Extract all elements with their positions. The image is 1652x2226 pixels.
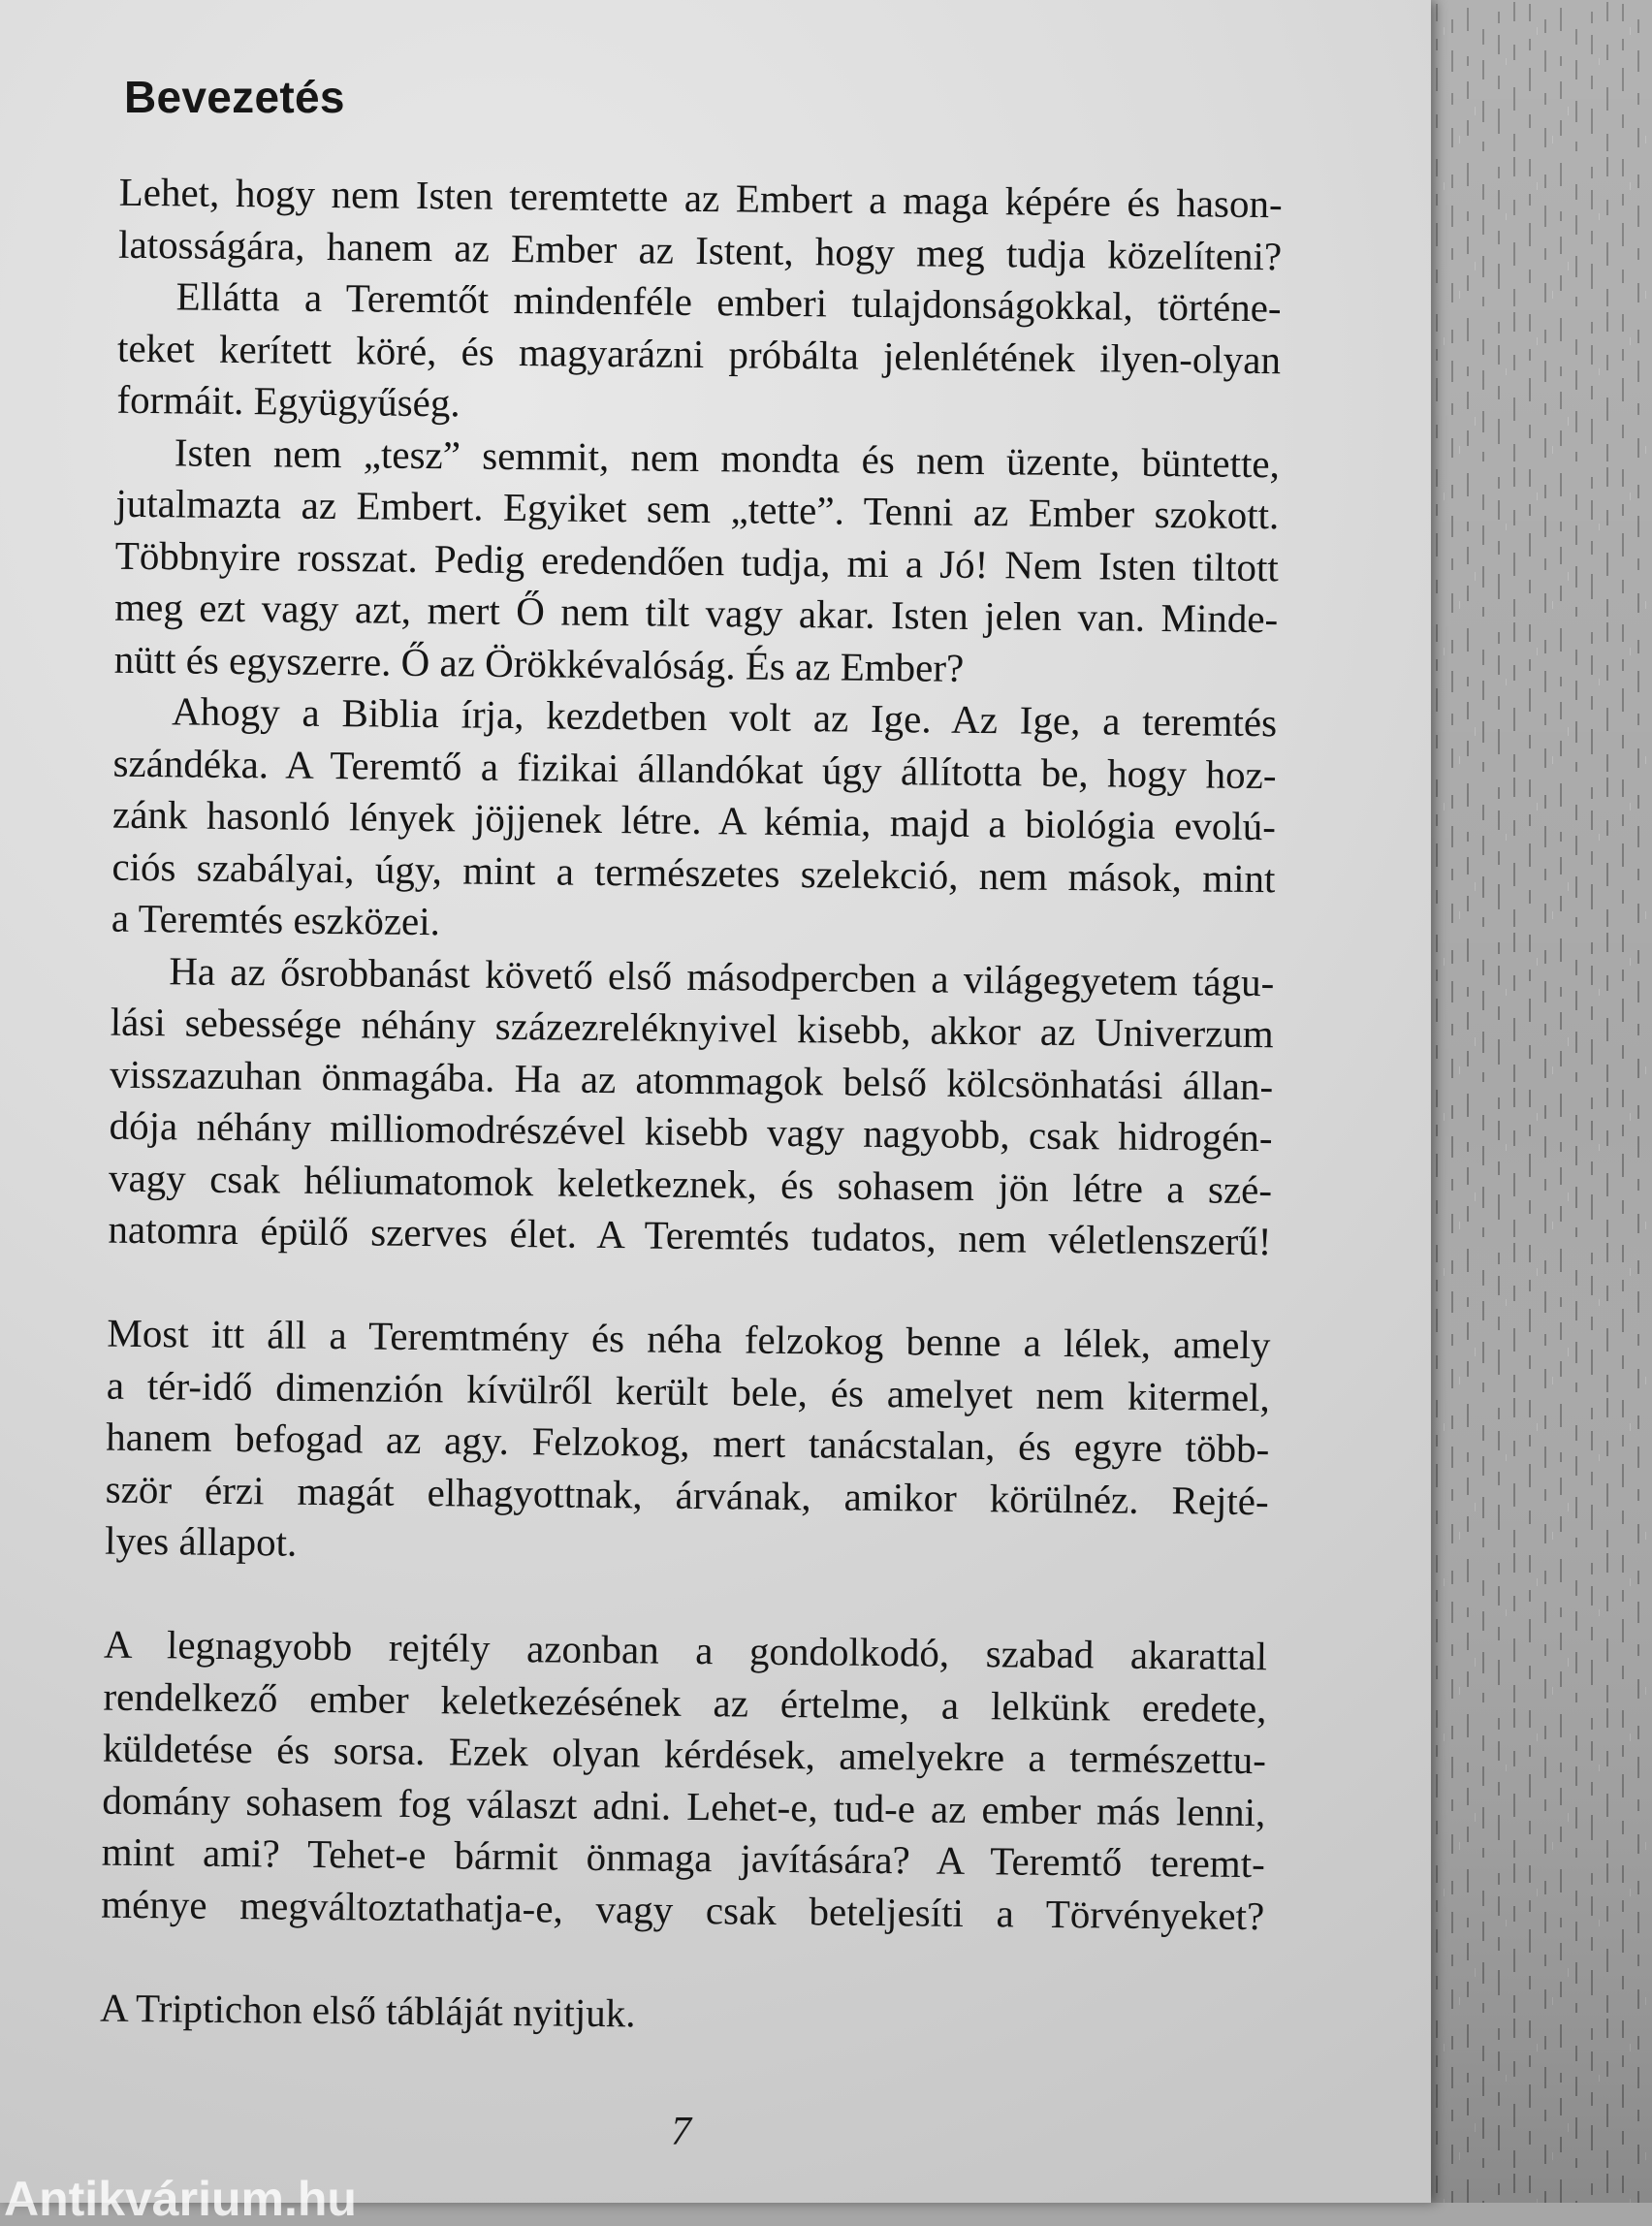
text-line: visszazuhan önmagába. Ha az atommagok belső kölcsönhatási állan- bbox=[109, 1051, 1274, 1108]
page-number: 7 bbox=[671, 2110, 691, 2154]
paragraph bbox=[111, 685, 1278, 957]
text-line: Többnyire rosszat. Pedig eredendően tudja, mi a Jó! Nem Isten tiltott bbox=[114, 532, 1280, 589]
text-line: Ahogy a Biblia írja, kezdetben volt az Ige. Az Ige, a teremtés bbox=[171, 688, 1278, 746]
text-line: natomra épülő szerves élet. A Teremtés tudatos, nem véletlenszerű! bbox=[108, 1206, 1272, 1264]
paragraph bbox=[108, 944, 1274, 1268]
text-line: a tér-idő dimenzión kívülről került bele, és amelyet nem kitermel, bbox=[106, 1362, 1271, 1419]
text-line: lási sebessége néhány százezreléknyivel kisebb, akkor az Univerzum bbox=[110, 999, 1274, 1057]
paragraph bbox=[105, 1308, 1271, 1579]
paragraph bbox=[113, 426, 1280, 697]
text-line: A legnagyobb rejtély azonban a gondolkodó, szabad akarattal bbox=[103, 1621, 1268, 1679]
text-line: teket kerített köré, és magyarázni próbálta jelenlétének ilyen-olyan bbox=[116, 325, 1282, 382]
text-line: ciós szabályai, úgy, mint a természetes szelekció, nem mások, mint bbox=[111, 843, 1276, 901]
background-texture bbox=[1431, 0, 1652, 2203]
text-line: ször érzi magát elhagyottnak, árvának, amikor körülnéz. Rejté- bbox=[105, 1466, 1269, 1523]
text-line: Lehet, hogy nem Isten teremtette az Embert a maga képére és hason- bbox=[118, 169, 1283, 227]
text-line: szándéka. A Teremtő a fizikai állandókat úgy állította be, hogy hoz- bbox=[112, 740, 1277, 797]
text-line: Isten nem „tesz” semmit, nem mondta és nem üzente, büntette, bbox=[174, 429, 1281, 486]
text-line: domány sohasem fog választ adni. Lehet-e, tud-e az ember más lenni, bbox=[102, 1777, 1266, 1834]
text-line: jutalmazta az Embert. Egyiket sem „tette”. Tenni az Ember szokott. bbox=[115, 480, 1280, 538]
body-text bbox=[100, 167, 1283, 2046]
text-line: meg ezt vagy azt, mert Ő nem tilt vagy akar. Isten jelen van. Minde- bbox=[114, 584, 1279, 642]
text-line: vagy csak héliumatomok keletkeznek, és sohasem jön létre a szé- bbox=[108, 1155, 1273, 1212]
page-heading: Bevezetés bbox=[124, 72, 345, 122]
paragraph bbox=[100, 1982, 1263, 2046]
text-line: dója néhány milliomodrészével kisebb vagy nagyobb, csak hidrogén- bbox=[109, 1102, 1273, 1161]
text-line: Ellátta a Teremtőt mindenféle emberi tulajdonságokkal, történe- bbox=[175, 273, 1282, 331]
text-line: latosságára, hanem az Ember az Istent, hogy meg tudja közelíteni? bbox=[117, 221, 1283, 278]
text-line: nütt és egyszerre. Ő az Örökkévalóság. És az Ember? bbox=[113, 636, 965, 690]
text-line: rendelkező ember keletkezésének az értelme, a lelkünk eredete, bbox=[103, 1673, 1267, 1731]
watermark-text: Antikvárium.hu bbox=[4, 2172, 357, 2226]
text-line: formáit. Együgyűség. bbox=[116, 376, 461, 426]
text-line: A Triptichon első tábláját nyitjuk. bbox=[99, 1985, 636, 2035]
text-line: Ha az ősrobbanást követő első másodpercben a világegyetem tágu- bbox=[169, 947, 1275, 1004]
paragraph bbox=[118, 167, 1283, 283]
text-line: lyes állapot. bbox=[104, 1517, 298, 1565]
text-line: hanem befogad az agy. Felzokog, mert tanácstalan, és egyre több- bbox=[106, 1414, 1270, 1472]
text-line: Most itt áll a Teremtmény és néha felzokog benne a lélek, amely bbox=[107, 1310, 1271, 1368]
text-line: mint ami? Tehet-e bármit önmaga javítására? A Teremtő teremt- bbox=[101, 1828, 1266, 1887]
text-line: zánk hasonló lények jöjjenek létre. A kémia, majd a biológia evolú- bbox=[111, 791, 1277, 849]
text-line: a Teremtés eszközei. bbox=[111, 895, 441, 944]
paragraph bbox=[116, 270, 1282, 438]
watermark bbox=[0, 2172, 388, 2226]
text-line: küldetése és sorsa. Ezek olyan kérdések, amelyekre a természettu- bbox=[102, 1725, 1267, 1783]
paragraph bbox=[101, 1619, 1267, 1943]
text-line: ménye megváltoztathatja-e, vagy csak beteljesíti a Törvényeket? bbox=[101, 1881, 1265, 1938]
